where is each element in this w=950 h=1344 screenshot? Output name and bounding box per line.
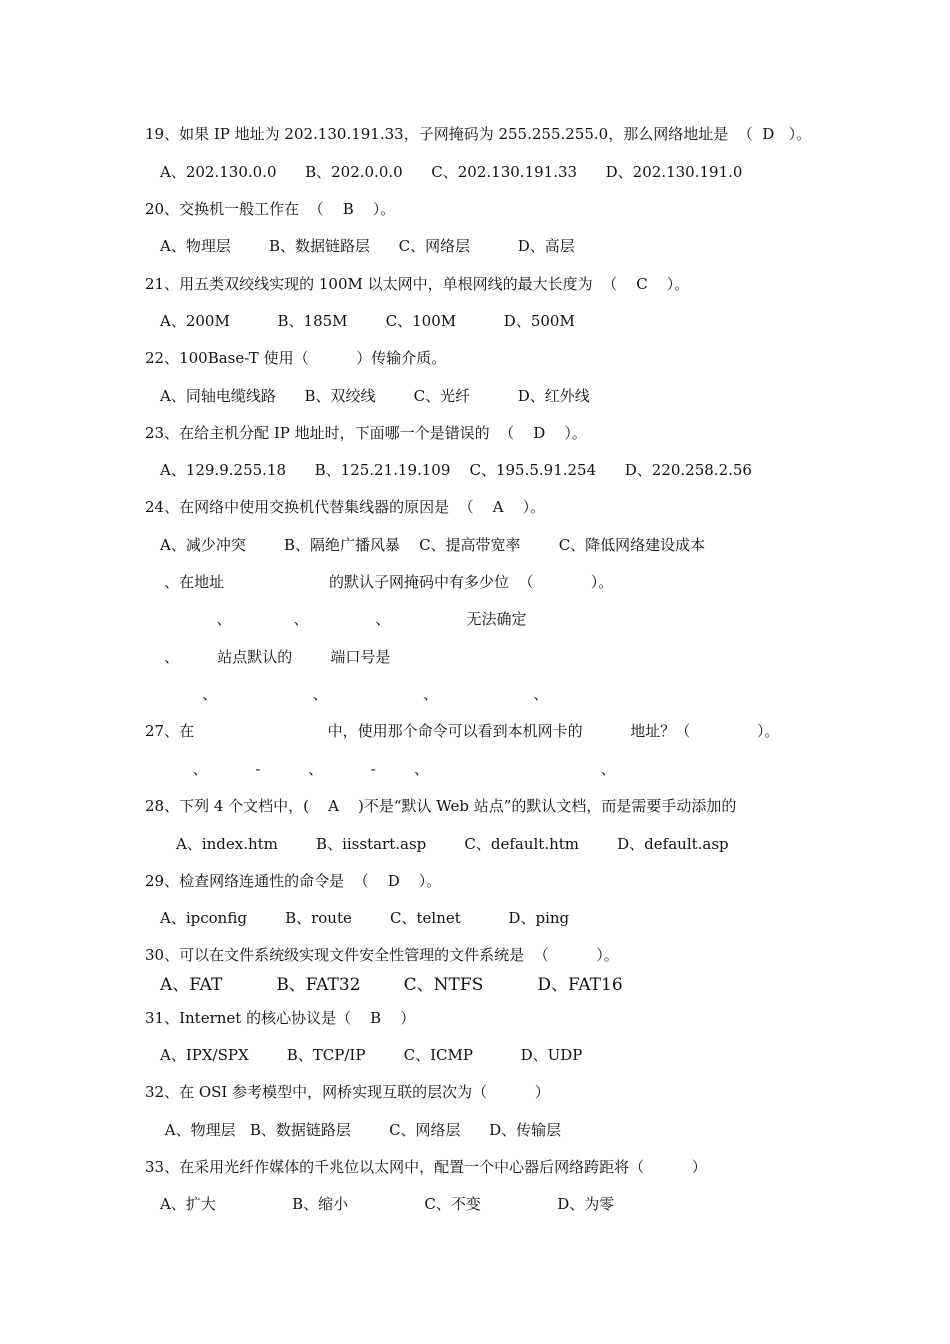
options-21: A、200M B、185M C、100M D、500M (160, 312, 575, 330)
options-23: A、129.9.255.18 B、125.21.19.109 C、195.5.91.254 D、220.258.2.56 (160, 461, 752, 479)
options-24: A、减少冲突 B、隔绝广播风暴 C、提高带宽率 C、降低网络建设成本 (160, 536, 706, 554)
question-32: 32、在 OSI 参考模型中，网桥实现互联的层次为（ ） (145, 1083, 550, 1101)
question-23: 23、在给主机分配 IP 地址时，下面哪一个是错误的 （ D ）。 (145, 424, 587, 442)
question-27: 27、在 中，使用那个命令可以看到本机网卡的 地址？（ ）。 (145, 722, 780, 740)
question-24: 24、在网络中使用交换机代替集线器的原因是 （ A ）。 (145, 498, 546, 516)
question-29: 29、检查网络连通性的命令是 （ D ）。 (145, 872, 442, 890)
question-30: 30、可以在文件系统级实现文件安全性管理的文件系统是 （ ）。 (145, 946, 619, 964)
question-22: 22、100Base-T 使用（ ）传输介质。 (145, 349, 447, 367)
question-33: 33、在采用光纤作媒体的千兆位以太网中，配置一个中心器后网络跨距将（ ） (145, 1158, 707, 1176)
options-25: 、 、 、 无法确定 (145, 610, 527, 628)
options-27: 、 - 、 - 、 、 (145, 760, 616, 778)
question-26: 、 站点默认的 端口号是 (145, 648, 391, 666)
options-29: A、ipconfig B、route C、telnet D、ping (160, 909, 570, 927)
question-21: 21、用五类双绞线实现的 100M 以太网中，单根网线的最大长度为 （ C ）。 (145, 275, 690, 293)
options-19: A、202.130.0.0 B、202.0.0.0 C、202.130.191.33 D、202.130.191.0 (160, 163, 743, 181)
options-32: A、物理层 B、数据链路层 C、网络层 D、传输层 (160, 1121, 562, 1139)
question-31: 31、Internet 的核心协议是（ B ） (145, 1009, 416, 1027)
question-28: 28、下列 4 个文档中，( A )不是“默认 Web 站点”的默认文档，而是需要手动添加的 (145, 797, 737, 815)
options-20: A、物理层 B、数据链路层 C、网络层 D、高层 (160, 237, 575, 255)
question-19: 19、如果 IP 地址为 202.130.191.33，子网掩码为 255.255.255.0，那么网络地址是 （ D ）。 (145, 125, 812, 143)
question-25: 、在地址 的默认子网掩码中有多少位 （ ）。 (145, 573, 614, 591)
options-30: A、FAT B、FAT32 C、NTFS D、FAT16 (160, 975, 623, 995)
question-20: 20、交换机一般工作在 （ B ）。 (145, 200, 396, 218)
options-33: A、扩大 B、缩小 C、不变 D、为零 (160, 1195, 615, 1213)
options-26: 、 、 、 、 (145, 685, 549, 703)
options-28: A、index.htm B、iisstart.asp C、default.htm D、default.asp (176, 835, 729, 853)
options-31: A、IPX/SPX B、TCP/IP C、ICMP D、UDP (160, 1046, 583, 1064)
options-22: A、同轴电缆线路 B、双绞线 C、光纤 D、红外线 (160, 387, 590, 405)
